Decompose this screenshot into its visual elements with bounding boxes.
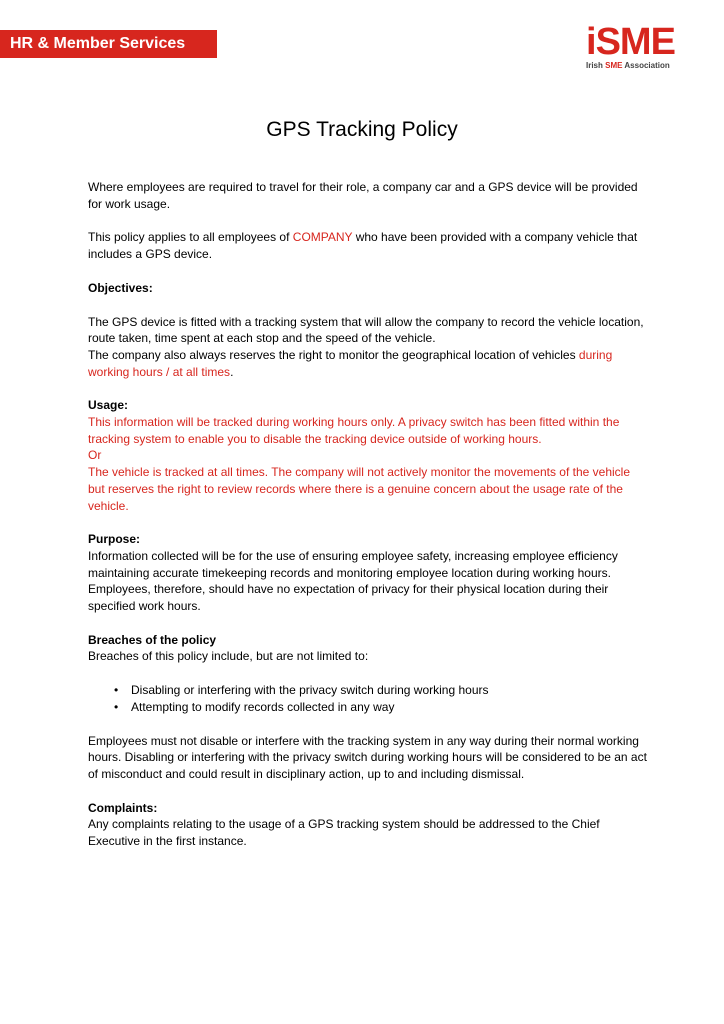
logo-mark: iSME: [586, 21, 675, 63]
usage-option-1: This information will be tracked during working hours only. A privacy switch has been fitted within the tracking system to enable you to disable the tracking device outside of working hours.: [88, 415, 620, 446]
list-item: • Disabling or interfering with the privacy switch during working hours: [131, 682, 648, 699]
breaches-intro: Breaches of this policy include, but are not limited to:: [88, 649, 369, 664]
policy-body: [88, 179, 648, 867]
usage-or: Or: [88, 448, 102, 463]
usage-heading: Usage:: [88, 398, 129, 413]
purpose-paragraph: Information collected will be for the use of ensuring employee safety, increasing employee efficiency maintaining accurate timekeeping records and monitoring employee location during working hours. Employees, therefore, should have no expectation of privacy for their physical location during their specified work hours.: [88, 548, 618, 614]
objectives-paragraph-1: The GPS device is fitted with a tracking system that will allow the company to record the vehicle location, route taken, time spent at each stop and the speed of the vehicle.: [88, 314, 644, 346]
section-banner: [0, 30, 217, 58]
scope-paragraph: This policy applies to all employees of COMPANY who have been provided with a company vehicle that includes a GPS device.: [88, 230, 638, 262]
list-item: • Attempting to modify records collected in any way: [131, 699, 648, 716]
company-placeholder: COMPANY: [292, 230, 353, 245]
complaints-heading: Complaints:: [88, 800, 158, 815]
logo-subtitle: Irish SME Association: [586, 61, 670, 70]
intro-paragraph: Where employees are required to travel for their role, a company car and a GPS device will be provided for work usage.: [88, 180, 638, 211]
banner-label: HR & Member Services: [10, 35, 186, 52]
isme-logo: [586, 23, 686, 73]
objectives-paragraph-2: The company also always reserves the right to monitor the geographical location of vehicles during working hours / at all times.: [88, 347, 613, 379]
complaints-paragraph: Any complaints relating to the usage of a GPS tracking system should be addressed to the Chief Executive in the first instance.: [88, 817, 600, 849]
page-title: GPS Tracking Policy: [266, 118, 458, 141]
breaches-heading: Breaches of the policy: [88, 632, 217, 647]
breaches-list: [88, 682, 648, 715]
usage-option-2: The vehicle is tracked at all times. The company will not actively monitor the movements of the vehicle but reserves the right to review records where there is a genuine concern about the usage rate of the vehicle.: [88, 465, 631, 513]
objectives-heading: Objectives:: [88, 280, 153, 295]
purpose-heading: Purpose:: [88, 532, 141, 547]
breaches-paragraph: Employees must not disable or interfere with the tracking system in any way during their normal working hours. Disabling or interfering with the privacy switch during working hours will be considered to be an act of misconduct and could result in disciplinary action, up to and including dismissal.: [88, 733, 647, 781]
